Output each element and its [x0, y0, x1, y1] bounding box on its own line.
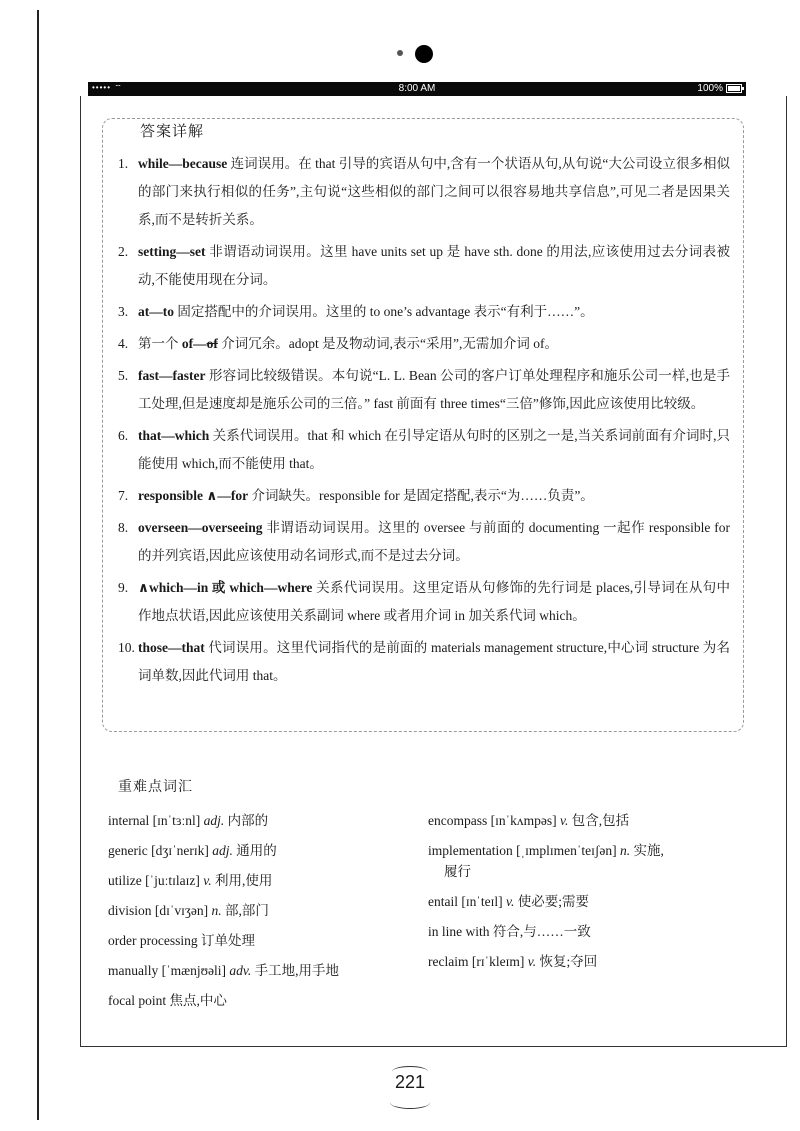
correction-keyword: ∧which—in 或 which—where [138, 580, 313, 595]
page-binding-line [37, 10, 39, 1120]
vocab-meaning: 通用的 [236, 843, 277, 858]
explanation-text: 非谓语动词误用。这里的 oversee 与前面的 documenting 一起作 responsible for 的并列宾语,因此应该使用动名词形式,而不是过去分词。 [138, 520, 730, 563]
explanation-text: 代词误用。这里代词指代的是前面的 materials management structure,中心词 structure 为名词单数,因此代词用 that。 [138, 640, 730, 683]
vocab-phonetic: [ˈmænjʊəli] [161, 963, 227, 978]
explanation-prefix: 第一个 [138, 336, 182, 351]
vocab-phonetic: [rɪˈkleɪm] [471, 954, 525, 969]
answer-item-1 [118, 150, 730, 234]
correction-keyword: while—because [138, 156, 228, 171]
answer-list [118, 150, 730, 694]
explanation-text: 非谓语动词误用。这里 have units set up 是 have sth. done 的用法,应该使用过去分词表被动,不能使用现在分词。 [138, 244, 730, 287]
answer-item-8 [118, 514, 730, 570]
vocab-word: manually [108, 963, 159, 978]
item-number: 5. [118, 368, 129, 383]
vocab-entry [108, 870, 418, 891]
vocab-pos: v. [559, 813, 569, 828]
vocab-pos: adv. [229, 963, 252, 978]
vocab-entry [428, 840, 738, 882]
vocab-meaning: 恢复;夺回 [539, 954, 598, 969]
item-number: 1. [118, 156, 129, 171]
vocab-word: order processing [108, 933, 198, 948]
vocab-meaning: 使必要;需要 [517, 894, 589, 909]
correction-keyword: those—that [138, 640, 205, 655]
vocab-entry [108, 810, 418, 831]
correction-keyword: responsible ∧—for [138, 488, 249, 503]
item-number: 10. [118, 640, 135, 655]
vocab-word: utilize [108, 873, 142, 888]
answer-item-5 [118, 362, 730, 418]
item-number: 9. [118, 580, 129, 595]
answer-item-4 [118, 330, 730, 358]
item-number: 3. [118, 304, 129, 319]
vocab-entry [108, 840, 418, 861]
vocab-pos: adj. [212, 843, 233, 858]
vocab-entry [108, 930, 418, 951]
correction-keyword: of— [181, 336, 207, 351]
vocab-meaning: 利用,使用 [214, 873, 273, 888]
vocab-phonetic: [dʒɪˈnerɪk] [151, 843, 209, 858]
vocab-meaning: 手工地,用手地 [254, 963, 340, 978]
item-number: 4. [118, 336, 129, 351]
answer-item-6 [118, 422, 730, 478]
vocab-meaning: 包含,包括 [571, 813, 630, 828]
page-number: 221 [394, 1072, 426, 1092]
vocab-entry [108, 900, 418, 921]
vocab-meaning: 部,部门 [225, 903, 269, 918]
signal-icon: ••••• ⌔ [92, 83, 123, 92]
battery-status [697, 83, 742, 94]
correction-keyword: overseen—overseeing [138, 520, 263, 535]
vocab-meaning: 符合,与……一致 [492, 924, 591, 939]
item-number: 7. [118, 488, 129, 503]
vocab-meaning: 实施, [633, 843, 664, 858]
correction-keyword: setting—set [138, 244, 206, 259]
vocab-word: encompass [428, 813, 488, 828]
vocab-pos: adj. [203, 813, 225, 828]
vocab-word: entail [428, 894, 458, 909]
vocab-word: generic [108, 843, 148, 858]
explanation-text: 介词冗余。adopt 是及物动词,表示“采用”,无需加介词 of。 [217, 336, 558, 351]
correction-keyword: that—which [138, 428, 210, 443]
vocab-column-right [428, 810, 738, 981]
vocab-entry [428, 810, 738, 831]
explanation-text: 关系代词误用。这里定语从句修饰的先行词是 places,引导词在从句中作地点状语,因此应该使用关系副词 where 或者用介词 in 加关系代词 which。 [138, 580, 730, 623]
vocab-word: in line with [428, 924, 490, 939]
sensor-dot [397, 50, 403, 56]
vocab-entry [428, 951, 738, 972]
vocab-section-title: 重难点词汇 [118, 780, 193, 795]
explanation-text: 固定搭配中的介词误用。这里的 to one’s advantage 表示“有利于……”。 [174, 304, 594, 319]
vocab-word: focal point [108, 993, 167, 1008]
vocab-entry [428, 891, 738, 912]
vocab-word: division [108, 903, 152, 918]
vocab-pos: v. [527, 954, 537, 969]
answer-item-10 [118, 634, 730, 690]
answer-section-title: 答案详解 [140, 124, 205, 140]
battery-percent: 100% [697, 83, 723, 94]
answer-item-3 [118, 298, 730, 326]
vocab-meaning: 订单处理 [200, 933, 255, 948]
item-number: 6. [118, 428, 129, 443]
answer-item-9 [118, 574, 730, 630]
vocab-entry [428, 921, 738, 942]
vocab-meaning: 内部的 [227, 813, 269, 828]
vocab-word: implementation [428, 843, 513, 858]
item-number: 8. [118, 520, 129, 535]
page-number-arc-bottom [390, 1096, 430, 1109]
vocab-phonetic: [ɪnˈkʌmpəs] [490, 813, 557, 828]
explanation-text: 连词误用。在 that 引导的宾语从句中,含有一个状语从句,从句说“大公司设立很多相似的部门来执行相似的任务”,主句说“这些相似的部门之间可以很容易地共享信息”,可见二者是因果关系,而不是转折关系。 [138, 156, 730, 227]
vocab-pos: v. [203, 873, 212, 888]
status-time: 8:00 AM [398, 83, 436, 94]
vocab-phonetic: [ɪnˈteɪl] [461, 894, 503, 909]
struck-word: of [206, 336, 218, 351]
vocab-phonetic: [ˌɪmplɪmenˈteɪʃən] [516, 843, 617, 858]
vocab-entry [108, 990, 418, 1011]
explanation-text: 关系代词误用。that 和 which 在引导定语从句时的区别之一是,当关系词前面有介词时,只能使用 which,而不能使用 that。 [138, 428, 730, 471]
item-number: 2. [118, 244, 129, 259]
explanation-text: 形容词比较级错误。本句说“L. L. Bean 公司的客户订单处理程序和施乐公司一样,也是手工处理,但是速度却是施乐公司的三倍。” fast 前面有 three times“三倍”修饰,因此应该使用比较级。 [138, 368, 730, 411]
answer-item-2 [118, 238, 730, 294]
camera-dot [415, 45, 433, 63]
status-bar [88, 82, 746, 96]
vocab-phonetic: [dɪˈvɪʒən] [154, 903, 209, 918]
correction-keyword: fast—faster [138, 368, 206, 383]
vocab-word: reclaim [428, 954, 469, 969]
vocab-word: internal [108, 813, 150, 828]
vocab-pos: n. [619, 843, 631, 858]
vocab-phonetic: [ˈjuːtɪlaɪz] [145, 873, 200, 888]
correction-keyword: at—to [138, 304, 174, 319]
answer-item-7 [118, 482, 730, 510]
vocab-phonetic: [ɪnˈtɜːnl] [152, 813, 201, 828]
vocab-meaning-continued: 履行 [444, 864, 471, 879]
vocab-meaning: 焦点,中心 [169, 993, 227, 1008]
battery-icon [726, 84, 742, 93]
vocab-column-left [108, 810, 418, 1020]
explanation-text: 介词缺失。responsible for 是固定搭配,表示“为……负责”。 [248, 488, 594, 503]
vocab-pos: n. [211, 903, 222, 918]
vocab-pos: v. [505, 894, 515, 909]
vocab-entry [108, 960, 418, 981]
